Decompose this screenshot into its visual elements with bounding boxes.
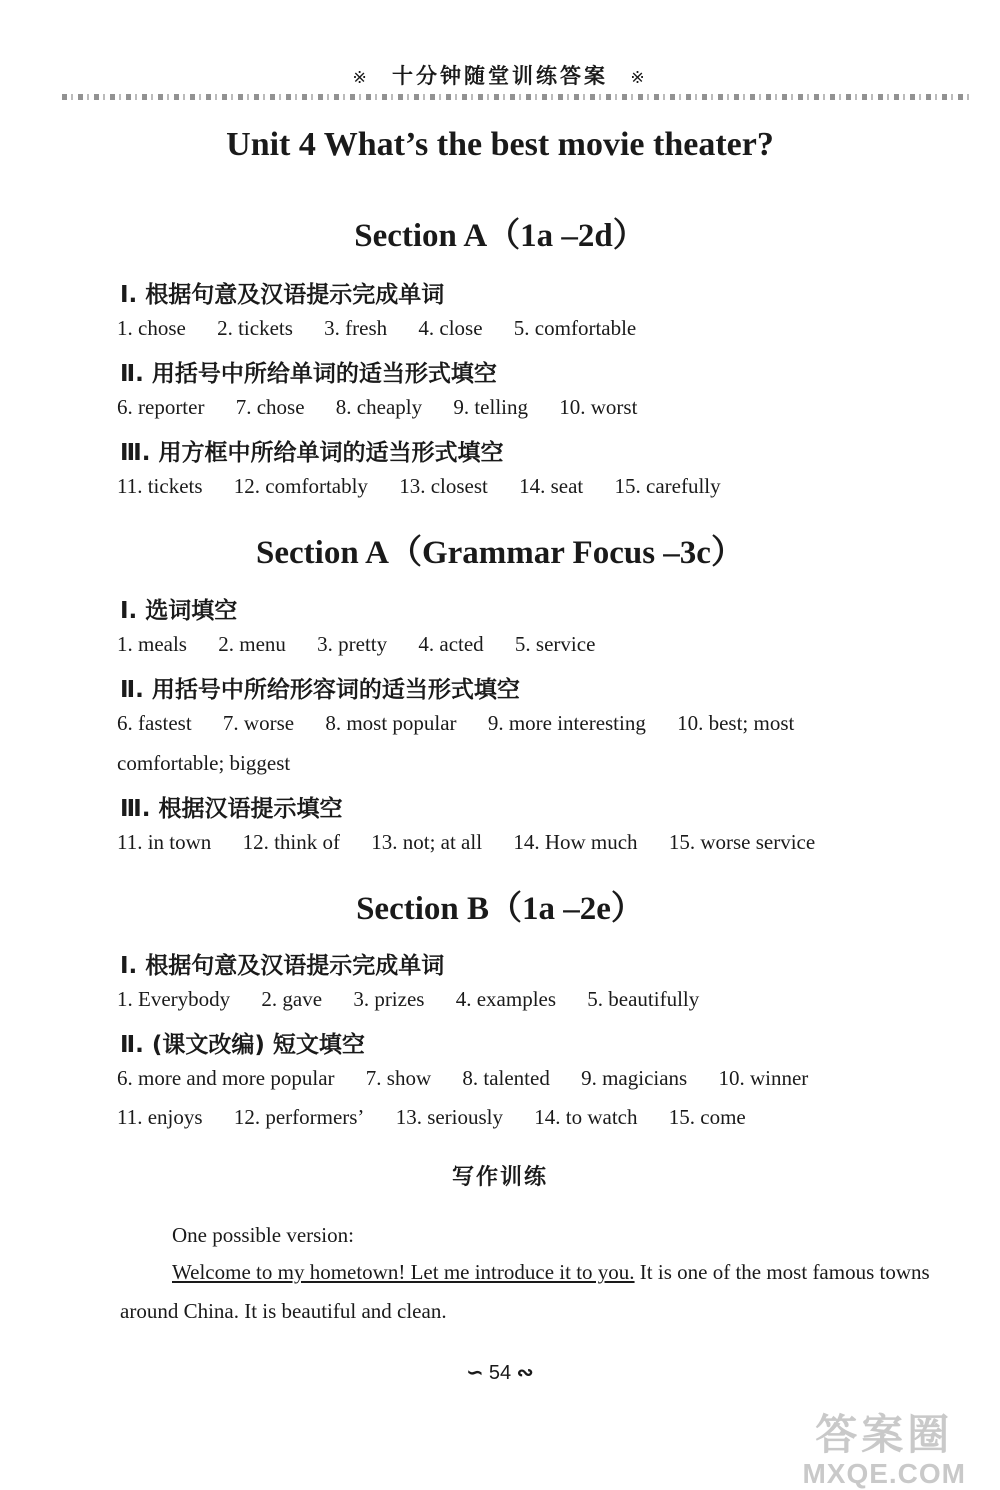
part-heading: Ⅱ. 用括号中所给形容词的适当形式填空 (120, 677, 520, 703)
answer: 13. closest (399, 474, 488, 498)
ornament-left: ※ (352, 68, 370, 88)
answer: 4. close (418, 316, 483, 340)
answer: 2. menu (218, 632, 286, 656)
part-heading: Ⅲ. 用方框中所给单词的适当形式填空 (120, 440, 504, 466)
answer: 5. comfortable (513, 316, 637, 340)
watermark-logo (802, 1402, 966, 1490)
answer: 13. seriously (395, 1105, 504, 1129)
answer: comfortable; biggest (117, 751, 291, 775)
essay-rest: It is one of the most famous towns around China. It is beautiful and clean. (120, 1260, 930, 1323)
unit-title: Unit 4 What’s the best movie theater? (226, 126, 774, 163)
swirl-right-icon: ∾ (516, 1362, 534, 1384)
section-title: Section B（1a –2e） (356, 891, 644, 927)
answer: 9. magicians (581, 1066, 688, 1090)
answer: 6. fastest (117, 711, 192, 735)
answer: 8. talented (462, 1066, 550, 1090)
answer-line (117, 1105, 930, 1130)
page-number (0, 1360, 1000, 1385)
answer-line (117, 987, 930, 1012)
watermark-cn: 答案圈 (815, 1411, 954, 1458)
answer: 14. How much (513, 830, 638, 854)
part-heading: Ⅱ. 用括号中所给单词的适当形式填空 (120, 361, 497, 387)
answer: 9. telling (453, 395, 529, 419)
answer-line (117, 395, 930, 420)
answer: 13. not; at all (371, 830, 483, 854)
answer: 12. comfortably (233, 474, 368, 498)
writing-heading: 写作训练 (451, 1165, 548, 1190)
answer: 1. meals (117, 632, 187, 656)
answer: 11. tickets (117, 474, 203, 498)
answer: 8. most popular (325, 711, 457, 735)
answer: 10. winner (718, 1066, 809, 1090)
answer: 14. seat (519, 474, 584, 498)
answer-line (117, 751, 930, 776)
answer: 12. think of (242, 830, 340, 854)
page-number-value: 54 (488, 1362, 512, 1384)
section-title: Section A（1a –2d） (354, 218, 646, 254)
answer-line (117, 474, 930, 499)
swirl-left-icon: ∽ (466, 1362, 484, 1384)
answer: 15. worse service (668, 830, 816, 854)
answer-line (117, 830, 930, 855)
answer: 7. worse (222, 711, 295, 735)
answer: 11. enjoys (117, 1105, 203, 1129)
running-header (0, 60, 1000, 90)
answer: 10. best; most (677, 711, 795, 735)
answer-line (117, 1066, 930, 1091)
answer: 11. in town (117, 830, 212, 854)
answer: 5. beautifully (587, 987, 700, 1011)
answer: 10. worst (559, 395, 638, 419)
part-heading: Ⅰ. 根据句意及汉语提示完成单词 (120, 953, 445, 979)
answer: 2. tickets (217, 316, 293, 340)
answer: 7. show (365, 1066, 432, 1090)
answer: 5. service (514, 632, 596, 656)
answer: 2. gave (261, 987, 323, 1011)
answer: 7. chose (235, 395, 305, 419)
essay-underlined: Welcome to my hometown! Let me introduce it to you. (172, 1260, 635, 1284)
answer: 12. performers’ (233, 1105, 365, 1129)
answer: 14. to watch (534, 1105, 638, 1129)
answer: 3. pretty (317, 632, 388, 656)
watermark-en: MXQE.COM (802, 1458, 966, 1489)
section-title: Section A（Grammar Focus –3c） (256, 535, 744, 571)
answer-line (117, 632, 930, 657)
answer: 1. Everybody (117, 987, 231, 1011)
answer: 9. more interesting (487, 711, 646, 735)
answer: 4. acted (418, 632, 484, 656)
essay-intro: One possible version: (172, 1223, 354, 1247)
part-heading: Ⅰ. 选词填空 (120, 598, 238, 624)
answer: 6. reporter (117, 395, 205, 419)
answer: 3. prizes (353, 987, 425, 1011)
part-heading: Ⅲ. 根据汉语提示填空 (120, 796, 343, 822)
header-text: 十分钟随堂训练答案 (392, 63, 608, 88)
answer-line (117, 711, 930, 736)
answer: 4. examples (455, 987, 557, 1011)
answer: 6. more and more popular (117, 1066, 335, 1090)
answer: 15. come (668, 1105, 746, 1129)
answer: 1. chose (117, 316, 186, 340)
essay-body (120, 1253, 930, 1331)
part-heading: Ⅱ. (课文改编) 短文填空 (120, 1032, 365, 1058)
answer-line (117, 316, 930, 341)
part-heading: Ⅰ. 根据句意及汉语提示完成单词 (120, 282, 445, 308)
ornament-right: ※ (630, 68, 648, 88)
header-divider (62, 94, 970, 100)
answer: 15. carefully (614, 474, 721, 498)
answer: 3. fresh (324, 316, 388, 340)
answer: 8. cheaply (335, 395, 423, 419)
